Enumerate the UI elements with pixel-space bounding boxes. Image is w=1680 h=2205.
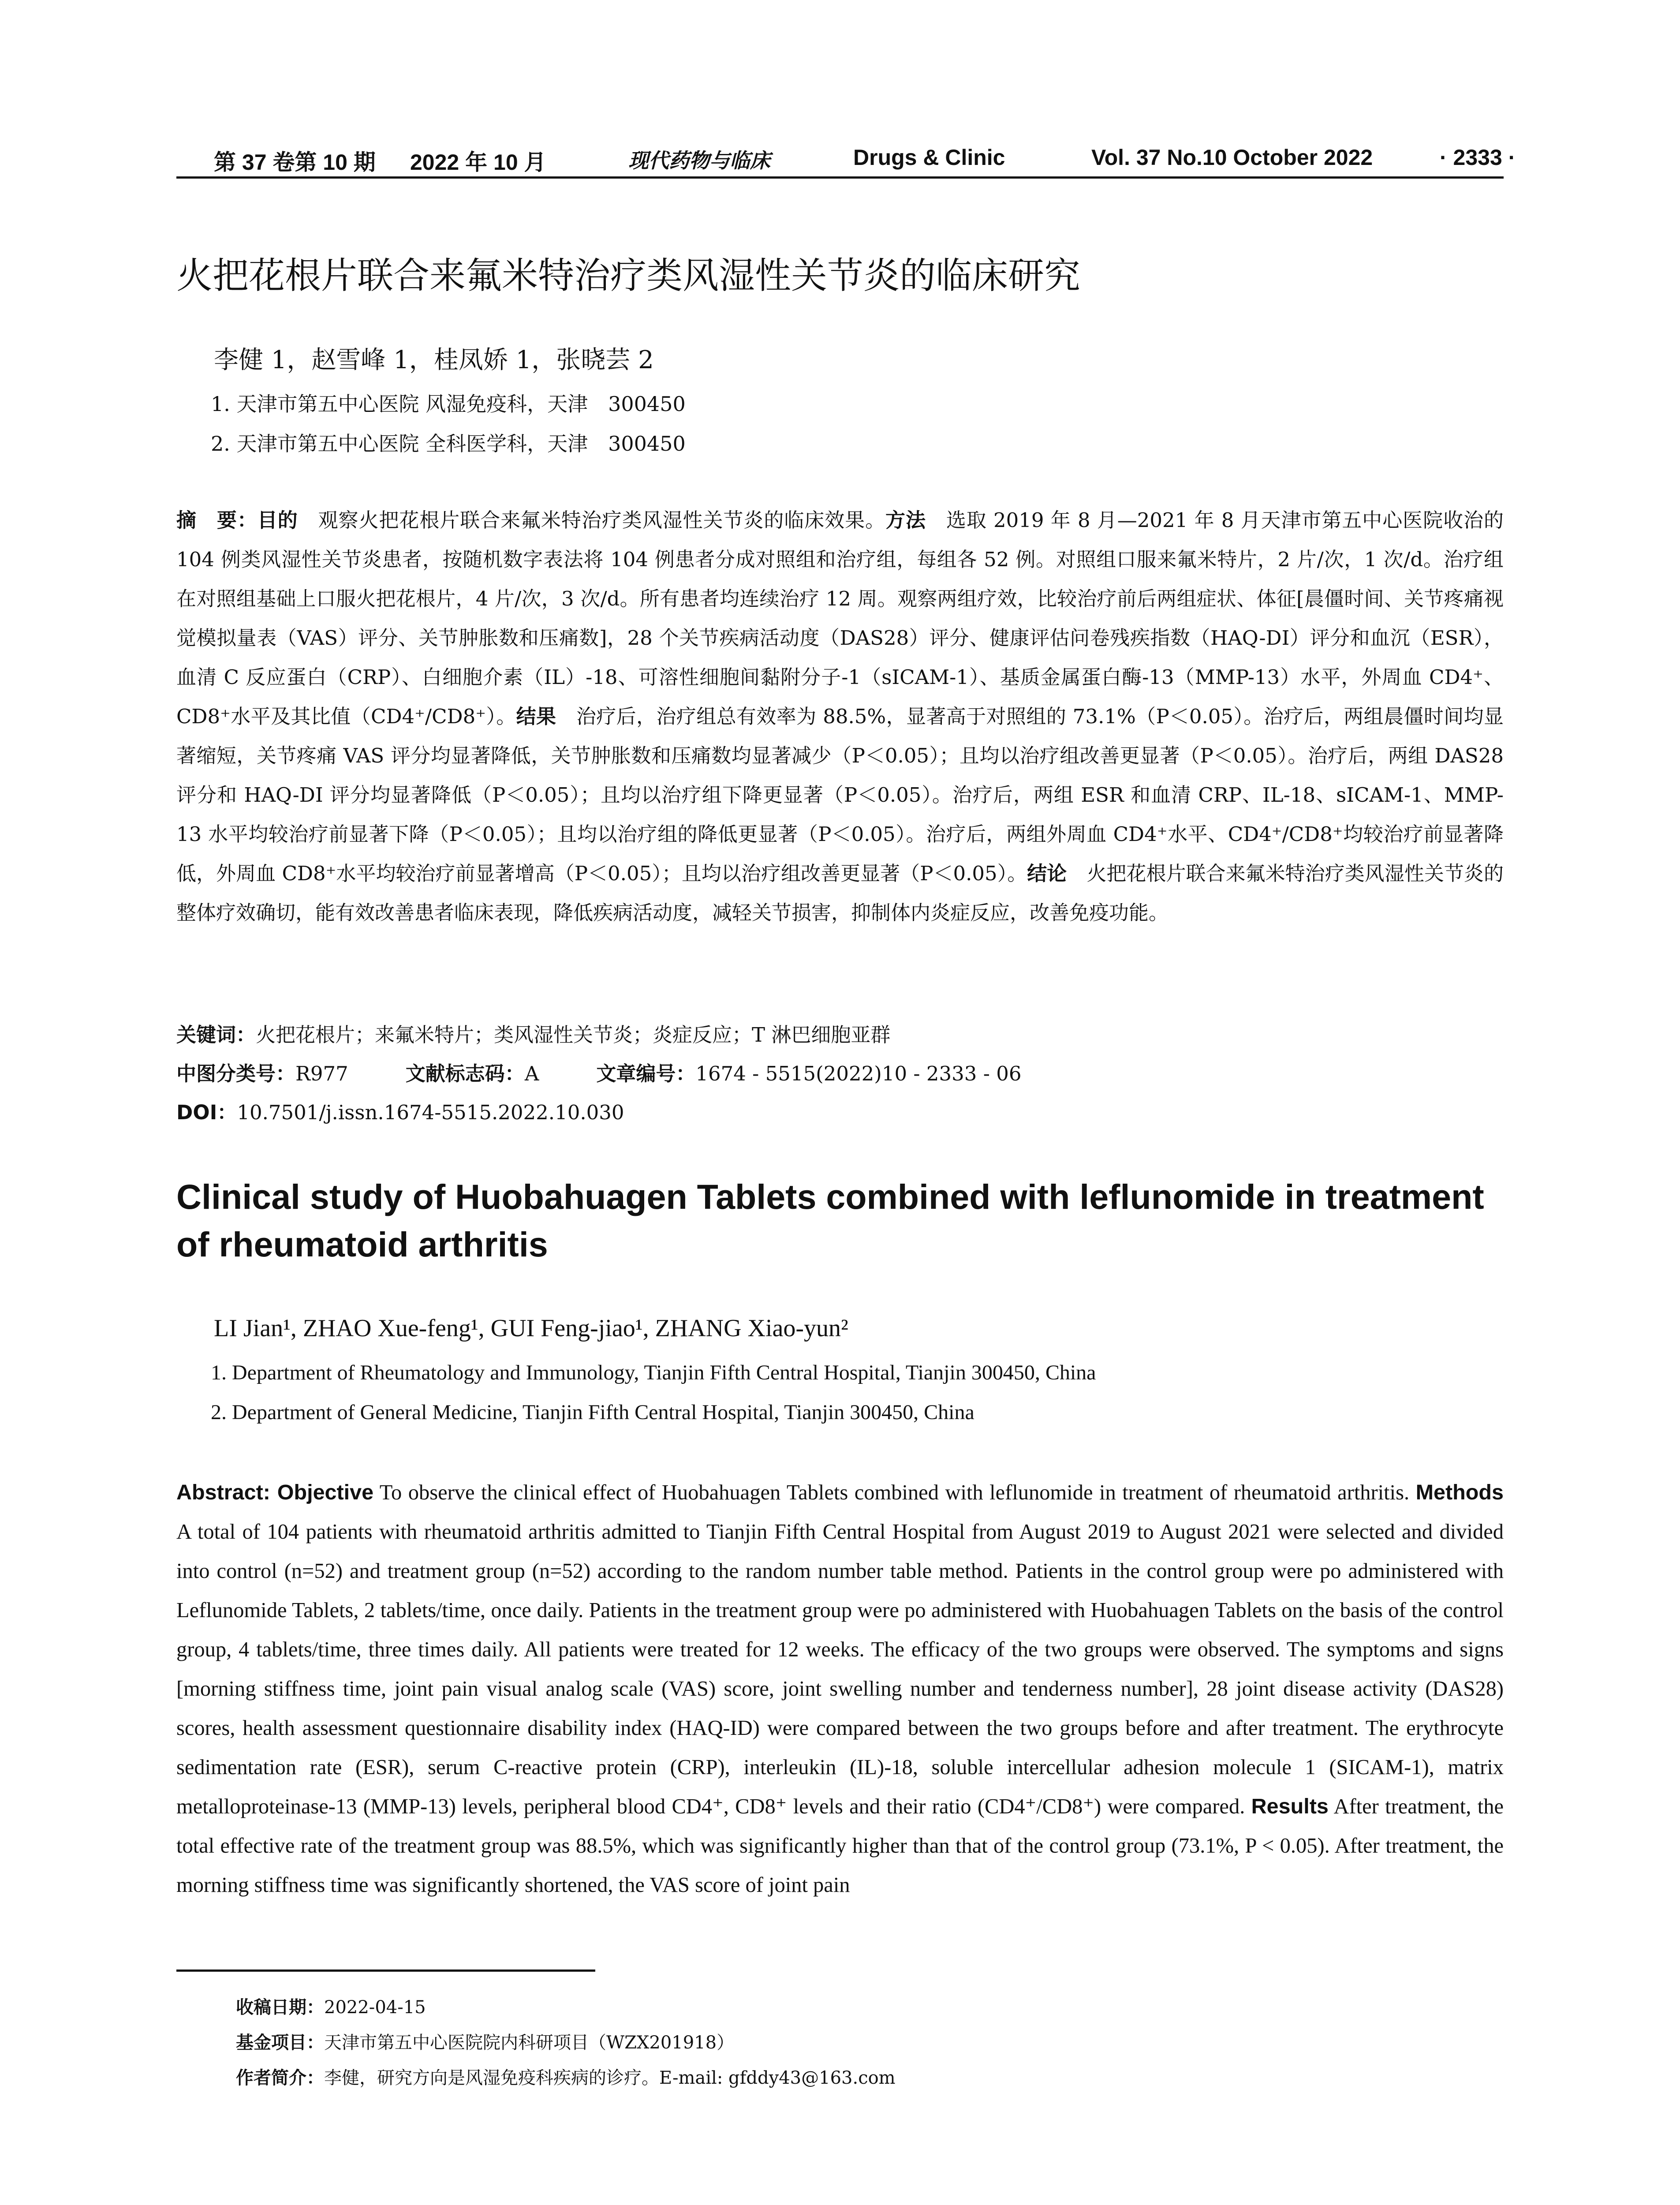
- doi-line: [176, 1096, 624, 1125]
- conclusion-text-cn: 火把花根片联合来氟米特治疗类风湿性关节炎的整体疗效确切，能有效改善患者临床表现，降低疾病活动度，减轻关节损害，抑制体内炎症反应，改善免疫功能。: [176, 862, 1504, 924]
- article-number-label: 文章编号：: [596, 1062, 696, 1085]
- header-journal-cn: 现代药物与临床: [628, 149, 770, 172]
- article-number-value: 1674 - 5515(2022)10 - 2333 - 06: [695, 1062, 1022, 1085]
- affiliation-cn-1: 1. 天津市第五中心医院 风湿免疫科，天津 300450: [211, 392, 686, 416]
- classification-line: [176, 1058, 1022, 1086]
- methods-label-en: Methods: [1415, 1480, 1504, 1504]
- abstract-objective-label-en: Abstract: Objective: [176, 1480, 374, 1504]
- methods-text-cn: 选取 2019 年 8 月—2021 年 8 月天津市第五中心医院收治的 104 例类风湿性关节炎患者，按随机数字表法将 104 例患者分成对照组和治疗组，每组各 52 例。对照组口服来氟米特片，2 片/次，1 次/d。治疗组在对照组基础上口服火把花根片，4 片/次，3 次/d。所有患者均连续治疗 12 周。观察两组疗效，比较治疗前后两组症状、体征[晨僵时间、关节疼痛视觉模拟量表（VAS）评分、关节肿胀数和压痛数]，28 个关节疾病活动度（DAS28）评分、健康评估问卷残疾指数（HAQ-DI）评分和血沉（ESR），血清 C 反应蛋白（CRP）、白细胞介素（IL）-18、可溶性细胞间黏附分子-1（sICAM-1）、基质金属蛋白酶-13（MMP-13）水平，外周血 CD4⁺、CD8⁺水平及其比值（CD4⁺/CD8⁺）。: [176, 508, 1504, 728]
- doi-value: 10.7501/j.issn.1674-5515.2022.10.030: [237, 1101, 624, 1124]
- class-label: 中图分类号：: [176, 1062, 296, 1085]
- keywords-label: 关键词：: [176, 1023, 256, 1046]
- affiliation-cn-2: 2. 天津市第五中心医院 全科医学科，天津 300450: [211, 432, 686, 456]
- results-text-cn: 治疗后，治疗组总有效率为 88.5%，显著高于对照组的 73.1%（P＜0.05）。治疗后，两组晨僵时间均显著缩短，关节疼痛 VAS 评分均显著降低，关节肿胀数和压痛数均显著减少（P＜0.05）；且均以治疗组改善更显著（P＜0.05）。治疗后，两组 DAS28 评分和 HAQ-DI 评分均显著降低（P＜0.05）；且均以治疗组下降更显著（P＜0.05）。治疗后，两组 ESR 和血清 CRP、IL-18、sICAM-1、MMP-13 水平均较治疗前显著下降（P＜0.05）；且均以治疗组的降低更显著（P＜0.05）。治疗后，两组外周血 CD4⁺水平、CD4⁺/CD8⁺均较治疗前显著降低，外周血 CD8⁺水平均较治疗前显著增高（P＜0.05）；且均以治疗组改善更显著（P＜0.05）。: [176, 705, 1504, 885]
- doccode-label: 文献标志码：: [405, 1062, 525, 1085]
- received-value: 2022-04-15: [324, 1997, 426, 2018]
- results-label-en: Results: [1251, 1794, 1329, 1818]
- received-label: 收稿日期：: [236, 1997, 324, 2018]
- title-en: Clinical study of Huobahuagen Tablets combined with leflunomide in treatment of rheumatoid arthritis: [176, 1177, 1484, 1264]
- methods-text-en: A total of 104 patients with rheumatoid arthritis admitted to Tianjin Fifth Central Hospital from August 2019 to August 2021 were selected and divided into control (n=52) and treatment group (n=52) according to the random number table method. Patients in the control group were po administered with Leflunomide Tablets, 2 tablets/time, once daily. Patients in the treatment group were po administered with Huobahuagen Tablets on the basis of the control group, 4 tablets/time, three times daily. All patients were treated for 12 weeks. The efficacy of the two groups were observed. The symptoms and signs [morning stiffness time, joint pain visual analog scale (VAS) score, joint swelling number and tenderness number], 28 joint disease activity (DAS28) scores, health assessment questionnaire disability index (HAQ-ID) were compared between the two groups before and after treatment. The erythrocyte sedimentation rate (ESR), serum C-reactive protein (CRP), interleukin (IL)-18, soluble intercellular adhesion molecule 1 (SICAM-1), matrix metalloproteinase-13 (MMP-13) levels, peripheral blood CD4⁺, CD8⁺ levels and their ratio (CD4⁺/CD8⁺) were compared.: [176, 1520, 1504, 1818]
- fund-value: 天津市第五中心医院院内科研项目（WZX201918）: [324, 2033, 735, 2053]
- affiliation-en-1: 1. Department of Rheumatology and Immunology, Tianjin Fifth Central Hospital, Tianjin 300450, China: [211, 1361, 1096, 1384]
- footnote-fund: [236, 2029, 734, 2054]
- footnote-author: [236, 2064, 896, 2089]
- authors-en: LI Jian¹, ZHAO Xue-feng¹, GUI Feng-jiao¹, ZHANG Xiao-yun²: [214, 1315, 848, 1342]
- results-label-cn: 结果: [516, 705, 556, 728]
- conclusion-label-cn: 结论: [1027, 862, 1067, 885]
- keywords-cn: [176, 1019, 890, 1047]
- footnote-received: [236, 1993, 426, 2018]
- objective-label-cn: 目的: [257, 508, 298, 532]
- abstract-en: [176, 1473, 1504, 1905]
- header-page-number: · 2333 ·: [1440, 145, 1516, 170]
- authors-cn: 李健 1，赵雪峰 1，桂凤娇 1，张晓芸 2: [214, 346, 654, 374]
- methods-label-cn: 方法: [885, 508, 926, 532]
- title-cn: 火把花根片联合来氟米特治疗类风湿性关节炎的临床研究: [176, 255, 1081, 297]
- doi-label: DOI：: [176, 1101, 237, 1124]
- keywords-text: 火把花根片；来氟米特片；类风湿性关节炎；炎症反应；T 淋巴细胞亚群: [256, 1023, 891, 1046]
- fund-label: 基金项目：: [236, 2033, 324, 2053]
- header-volume-en: Vol. 37 No.10 October 2022: [1091, 145, 1373, 170]
- header-journal-en: Drugs & Clinic: [853, 145, 1005, 170]
- author-bio-value: 李健，研究方向是风湿免疫科疾病的诊疗。E-mail: gfddy43@163.com: [324, 2068, 896, 2088]
- header-volume-cn: 第 37 卷第 10 期: [214, 150, 376, 175]
- objective-text-en: To observe the clinical effect of Huobahuagen Tablets combined with leflunomide in treatment of rheumatoid arthritis.: [373, 1481, 1416, 1504]
- class-value: R977: [295, 1062, 348, 1085]
- abstract-cn: [176, 501, 1504, 932]
- objective-text-cn: 观察火把花根片联合来氟米特治疗类风湿性关节炎的临床效果。: [298, 508, 886, 532]
- results-text-en: After treatment, the total effective rate of the treatment group was 88.5%, which was significantly higher than that of the control group (73.1%, P < 0.05). After treatment, the morning stiffness time was significantly shortened, the VAS score of joint pain: [176, 1795, 1504, 1897]
- abstract-label-cn: 摘 要：: [176, 508, 258, 532]
- footnote-divider: [176, 1970, 595, 1972]
- affiliation-en-2: 2. Department of General Medicine, Tianjin Fifth Central Hospital, Tianjin 300450, China: [211, 1401, 974, 1424]
- doccode-value: A: [524, 1062, 539, 1085]
- author-bio-label: 作者简介：: [236, 2068, 324, 2088]
- running-header: [176, 140, 1516, 179]
- header-date-cn: 2022 年 10 月: [410, 150, 546, 175]
